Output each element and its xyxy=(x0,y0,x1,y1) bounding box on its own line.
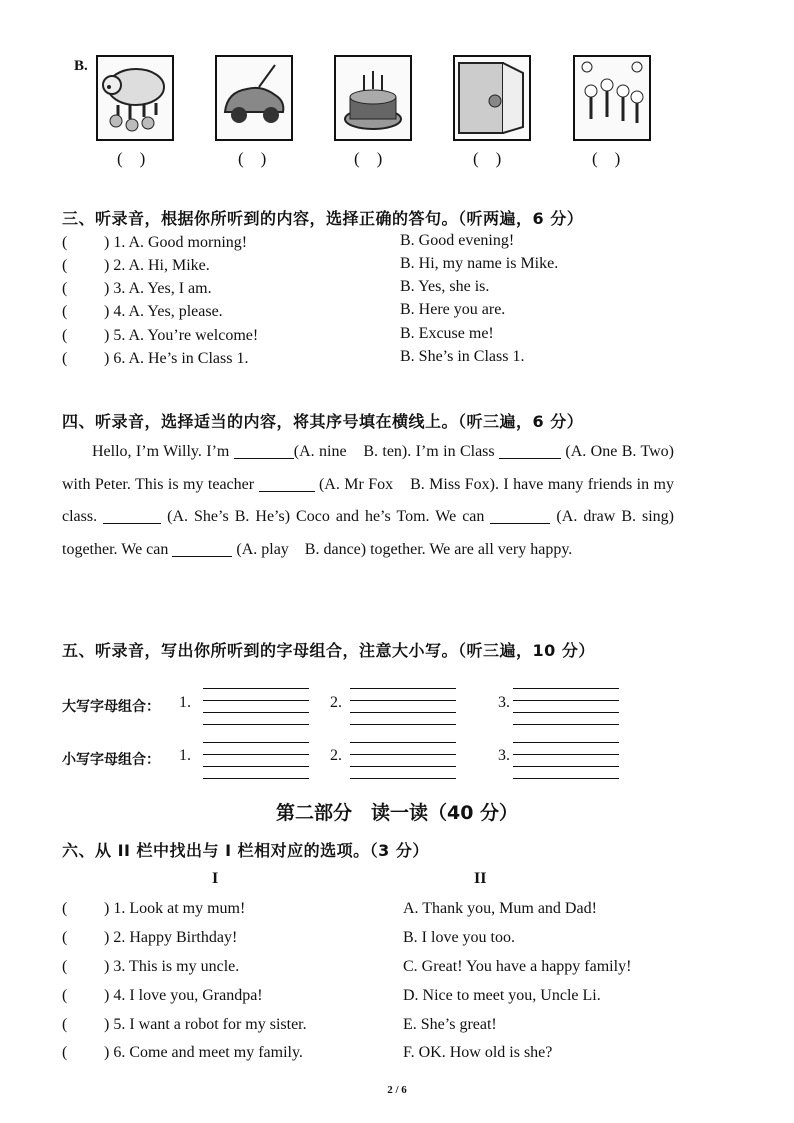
answer-bracket[interactable]: ( ) xyxy=(473,149,502,168)
question-option-b: B. Yes, she is. xyxy=(400,278,490,295)
question-paren[interactable]: ( xyxy=(62,257,68,274)
question-paren[interactable]: ( xyxy=(62,350,68,367)
question-option-a: ) 3. A. Yes, I am. xyxy=(104,280,212,297)
part-title: 第二部分 读一读（40 分） xyxy=(275,802,519,824)
column-i-item: ) 4. I love you, Grandpa! xyxy=(104,987,263,1004)
section5-heading: 五、听录音，写出你所听到的字母组合，注意大小写。（听三遍，10 分） xyxy=(62,641,595,660)
answer-blank[interactable] xyxy=(172,540,232,557)
item-number: 3. xyxy=(498,694,510,711)
item-number: 3. xyxy=(498,747,510,764)
answer-bracket[interactable]: ( ) xyxy=(117,149,146,168)
question-paren[interactable]: ( xyxy=(62,234,68,251)
answer-bracket[interactable]: ( ) xyxy=(238,149,267,168)
column-i-item: ) 3. This is my uncle. xyxy=(104,958,240,975)
column-ii-item: D. Nice to meet you, Uncle Li. xyxy=(403,987,601,1004)
uppercase-label: 大写字母组合： xyxy=(62,699,160,715)
column-ii-item: F. OK. How old is she? xyxy=(403,1044,553,1061)
writing-lines[interactable] xyxy=(203,742,309,778)
answer-blank[interactable] xyxy=(103,507,161,524)
answer-blank[interactable] xyxy=(499,442,561,459)
question-option-a: ) 5. A. You’re welcome! xyxy=(104,327,259,344)
question-option-b: B. Good evening! xyxy=(400,232,515,249)
column-i-item: ) 1. Look at my mum! xyxy=(104,900,246,917)
column-i-item: ) 6. Come and meet my family. xyxy=(104,1044,303,1061)
item-number: 1. xyxy=(179,694,191,711)
column-i-item: ) 2. Happy Birthday! xyxy=(104,929,238,946)
item-number: 2. xyxy=(330,694,342,711)
item-number: 1. xyxy=(179,747,191,764)
children-picture xyxy=(573,55,651,141)
cake-picture xyxy=(334,55,412,141)
writing-lines[interactable] xyxy=(350,688,456,724)
question-paren[interactable]: ( xyxy=(62,327,68,344)
answer-bracket[interactable]: ( ) xyxy=(354,149,383,168)
column-ii-item: B. I love you too. xyxy=(403,929,515,946)
question-paren[interactable]: ( xyxy=(62,958,68,975)
question-option-b: B. Here you are. xyxy=(400,301,506,318)
item-number: 2. xyxy=(330,747,342,764)
toy-car-picture xyxy=(215,55,293,141)
door-picture xyxy=(453,55,531,141)
column-ii-header: II xyxy=(474,870,487,887)
writing-lines[interactable] xyxy=(350,742,456,778)
answer-blank[interactable] xyxy=(234,442,294,459)
column-i-item: ) 5. I want a robot for my sister. xyxy=(104,1016,307,1033)
cloze-passage: Hello, I’m Willy. I’m (A. nine B. ten). I’m in Class (A. One B. Two) with Peter. This is my teacher (A. Mr Fox B. Miss Fox). I have many friends in my class. (A. She’s B. He’s) Coco and he’s Tom. We can (A. draw B. sing) together. We can (A. play B. dance) together. We are all very happy. xyxy=(62,443,675,558)
question-paren[interactable]: ( xyxy=(62,1044,68,1061)
section4-heading: 四、听录音，选择适当的内容，将其序号填在横线上。（听三遍，6 分） xyxy=(62,412,584,431)
writing-lines[interactable] xyxy=(513,688,619,724)
question-paren[interactable]: ( xyxy=(62,929,68,946)
column-ii-item: E. She’s great! xyxy=(403,1016,497,1033)
answer-bracket[interactable]: ( ) xyxy=(592,149,621,168)
page-number: 2 / 6 xyxy=(387,1084,407,1096)
question-paren[interactable]: ( xyxy=(62,987,68,1004)
answer-blank[interactable] xyxy=(259,475,315,492)
question-option-b: B. Excuse me! xyxy=(400,325,494,342)
question-paren[interactable]: ( xyxy=(62,1016,68,1033)
question-option-a: ) 2. A. Hi, Mike. xyxy=(104,257,210,274)
column-ii-item: C. Great! You have a happy family! xyxy=(403,958,632,975)
pig-picture xyxy=(96,55,174,141)
writing-lines[interactable] xyxy=(513,742,619,778)
picture-option-label: B. xyxy=(74,58,88,74)
question-paren[interactable]: ( xyxy=(62,280,68,297)
answer-blank[interactable] xyxy=(490,507,550,524)
question-option-b: B. Hi, my name is Mike. xyxy=(400,255,559,272)
section3-heading: 三、听录音，根据你所听到的内容，选择正确的答句。（听两遍，6 分） xyxy=(62,209,584,228)
lowercase-label: 小写字母组合： xyxy=(62,752,160,768)
column-i-header: I xyxy=(212,870,219,887)
section6-heading: 六、从 II 栏中找出与 I 栏相对应的选项。（3 分） xyxy=(62,841,429,860)
question-paren[interactable]: ( xyxy=(62,900,68,917)
writing-lines[interactable] xyxy=(203,688,309,724)
question-option-a: ) 4. A. Yes, please. xyxy=(104,303,223,320)
question-paren[interactable]: ( xyxy=(62,303,68,320)
column-ii-item: A. Thank you, Mum and Dad! xyxy=(403,900,597,917)
question-option-a: ) 1. A. Good morning! xyxy=(104,234,248,251)
question-option-a: ) 6. A. He’s in Class 1. xyxy=(104,350,249,367)
question-option-b: B. She’s in Class 1. xyxy=(400,348,525,365)
